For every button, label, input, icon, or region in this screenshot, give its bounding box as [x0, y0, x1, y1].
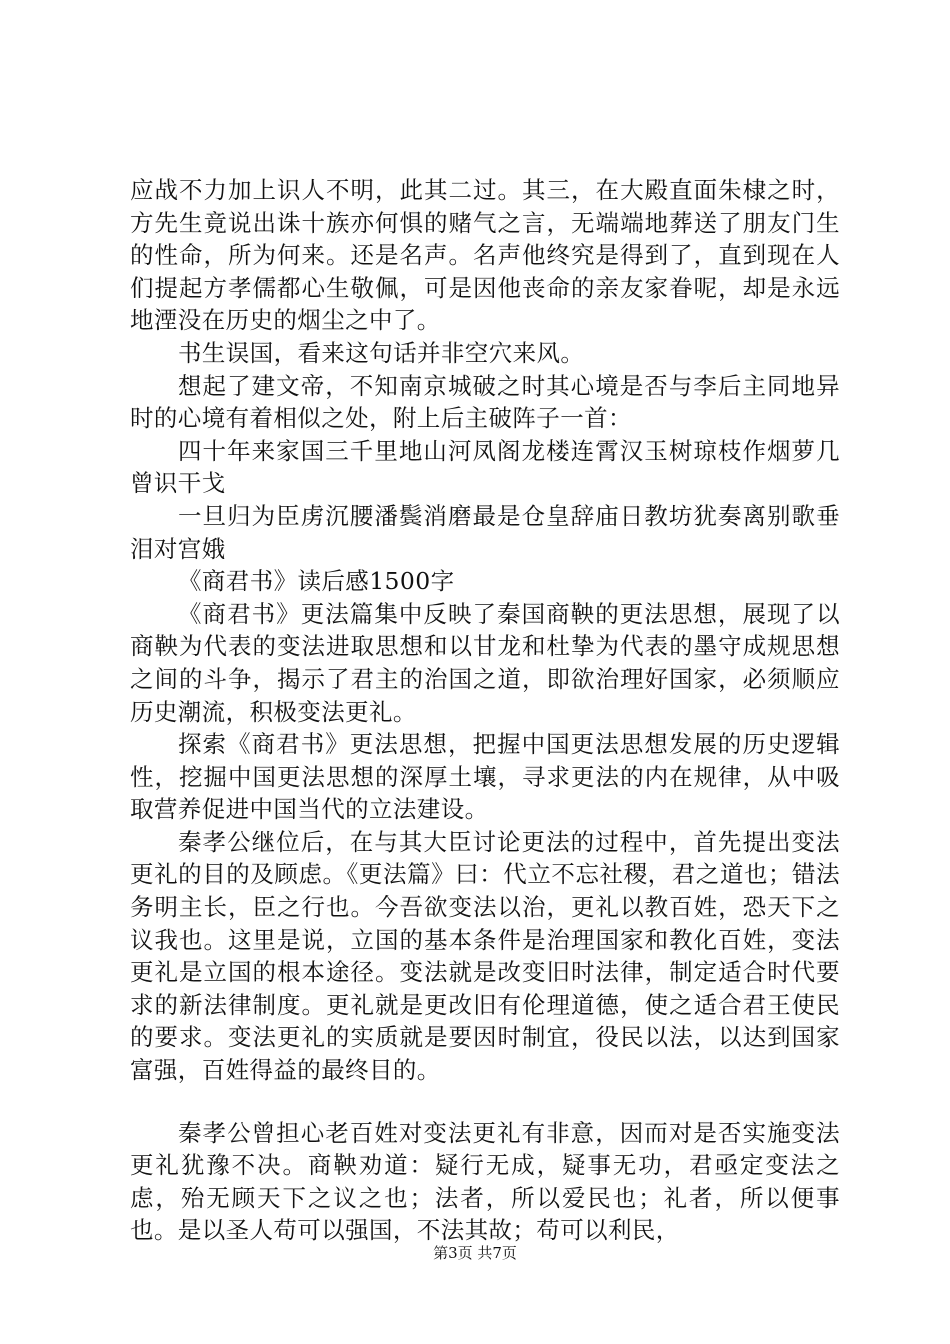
paragraph-jianwen-emperor: 想起了建文帝，不知南京城破之时其心境是否与李后主同地异时的心境有着相似之处，附上后主破阵子一首：	[130, 371, 840, 433]
paragraph-explore: 探索《商君书》更法思想，把握中国更法思想发展的历史逻辑性，挖掘中国更法思想的深厚土壤，寻求更法的内在规律，从中吸取营养促进中国当代的立法建设。	[130, 730, 840, 824]
section-heading: 《商君书》读后感1500字	[178, 567, 455, 596]
paragraph-gengfa-intro: 《商君书》更法篇集中反映了秦国商鞅的更法思想，展现了以商鞅为代表的变法进取思想和以甘龙和杜挚为代表的墨守成规思想之间的斗争，揭示了君主的治国之道，即欲治理好国家，必须顺应历史潮流，积极变法更礼。	[130, 599, 840, 726]
poem-stanza-2: 一旦归为臣虏沉腰潘鬓消磨最是仓皇辞庙日教坊犹奏离别歌垂泪对宫娥	[130, 501, 840, 563]
page-footer: 第3页 共7页	[433, 1244, 517, 1262]
paragraph-qin-xiaogong: 秦孝公继位后，在与其大臣讨论更法的过程中，首先提出变法更礼的目的及顾虑。《更法篇》曰：代立不忘社稷，君之道也；错法务明主长，臣之行也。今吾欲变法以治，更礼以教百姓，恐天下之议我也。这里是说，立国的基本条件是治理国家和教化百姓，变法更礼是立国的根本途径。变法就是改变旧时法律，制定适合时代要求的新法律制度。更礼就是更改旧有伦理道德，使之适合君王使民的要求。变法更礼的实质就是要因时制宜，役民以法，以达到国家富强，百姓得益的最终目的。	[130, 827, 840, 1085]
paragraph-continuation: 应战不力加上识人不明，此其二过。其三，在大殿直面朱棣之时，方先生竟说出诛十族亦何惧的赌气之言，无端端地葬送了朋友门生的性命，所为何来。还是名声。名声他终究是得到了，直到现在人们提起方孝儒都心生敬佩，可是因他丧命的亲友家眷呢，却是永远地湮没在历史的烟尘之中了。	[130, 176, 840, 335]
poem-stanza-1: 四十年来家国三千里地山河凤阁龙楼连霄汉玉树琼枝作烟萝几曾识干戈	[130, 436, 840, 498]
paragraph-shang-yang-advice: 秦孝公曾担心老百姓对变法更礼有非意，因而对是否实施变法更礼犹豫不决。商鞅劝道：疑行无成，疑事无功，君亟定变法之虑，殆无顾天下之议之也；法者，所以爱民也；礼者，所以便事也。是以圣人苟可以强国，不法其故；苟可以利民，	[130, 1118, 840, 1245]
paragraph-scholar-remark: 书生误国，看来这句话并非空穴来风。	[178, 338, 585, 367]
body-text	[130, 174, 840, 1247]
